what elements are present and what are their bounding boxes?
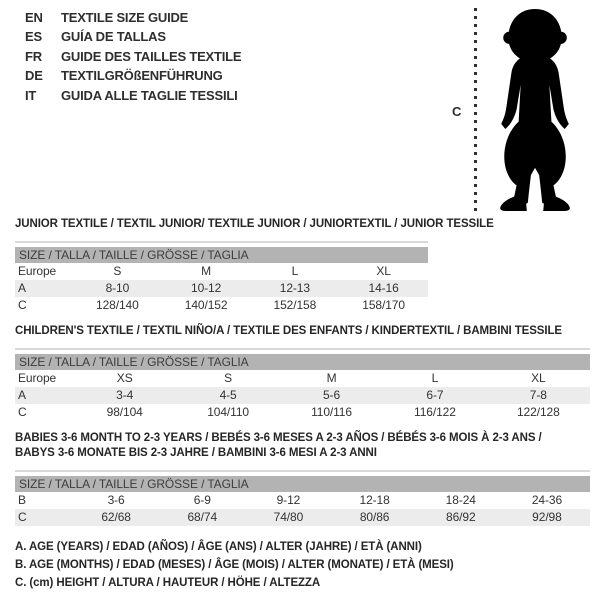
- size-value-cell: 80/86: [359, 510, 390, 524]
- size-section-junior: [15, 217, 590, 314]
- language-title: GUIDE DES TAILLES TEXTILE: [61, 48, 242, 64]
- legend-line: C. (cm) HEIGHT / ALTURA / HAUTEUR / HÖHE / ALTEZZA: [15, 577, 321, 589]
- language-title: GUIDA ALLE TAGLIE TESSILI: [61, 87, 238, 103]
- size-sections: [15, 217, 590, 526]
- table-top-rule: [15, 241, 428, 243]
- language-guide: [25, 8, 241, 105]
- size-value-cell: 4-5: [219, 388, 237, 402]
- size-value-cell: 6-9: [193, 493, 211, 507]
- row-label: Europe: [18, 371, 57, 385]
- language-title: GUÍA DE TALLAS: [61, 29, 166, 45]
- size-value-cell: L: [291, 264, 299, 278]
- row-label: Europe: [18, 264, 57, 278]
- language-row: [25, 86, 241, 105]
- size-value-cell: 104/110: [207, 405, 249, 419]
- size-value-cell: 62/68: [101, 510, 131, 524]
- size-value-cell: 14-16: [368, 281, 399, 295]
- section-heading-line: BABIES 3-6 MONTH TO 2-3 YEARS / BEBÉS 3-6 MESES A 2-3 AÑOS / BÉBÉS 3-6 MOIS À 2-3 ANS /: [15, 432, 542, 444]
- language-code: EN: [25, 10, 43, 25]
- language-title: TEXTILGRÖßENFÜHRUNG: [61, 68, 223, 84]
- language-row: [25, 8, 241, 27]
- size-value-cell: 6-7: [426, 388, 444, 402]
- size-value-cell: S: [113, 264, 122, 278]
- measurement-legend: [15, 538, 590, 592]
- table-row: [15, 370, 590, 387]
- legend-line: A. AGE (YEARS) / EDAD (AÑOS) / ÂGE (ANS) / ALTER (JAHRE) / ETÀ (ANNI): [15, 541, 422, 553]
- language-code: IT: [25, 87, 37, 103]
- table-row: [15, 404, 590, 421]
- size-value-cell: 92/98: [532, 510, 562, 524]
- size-value-cell: 68/74: [187, 510, 218, 524]
- language-title: TEXTILE SIZE GUIDE: [61, 10, 189, 25]
- table-top-rule: [15, 348, 590, 350]
- table-top-rule: [15, 470, 590, 472]
- size-value-cell: 152/158: [273, 298, 317, 312]
- size-guide-content: [15, 217, 590, 592]
- size-value-cell: 116/122: [414, 405, 456, 419]
- size-value-cell: 12-13: [279, 281, 310, 295]
- size-value-cell: 140/152: [184, 298, 228, 312]
- size-table: [15, 241, 428, 314]
- size-value-cell: M: [201, 264, 212, 278]
- size-value-cell: M: [326, 371, 337, 385]
- size-section-babies: [15, 431, 590, 526]
- size-value-cell: 3-4: [116, 388, 134, 402]
- height-measure-label: C: [452, 104, 462, 119]
- size-value-cell: 98/104: [106, 405, 143, 419]
- row-label: A: [18, 281, 26, 295]
- table-header: SIZE / TALLA / TAILLE / GRÖSSE / TAGLIA: [15, 354, 590, 370]
- height-measure-dotted-line: [474, 8, 477, 213]
- size-value-cell: 18-24: [445, 493, 476, 507]
- section-heading-line: CHILDREN'S TEXTILE / TEXTIL NIÑO/A / TEXTILE DES ENFANTS / KINDERTEXTIL / BAMBINI TESSILE: [15, 325, 562, 337]
- row-label: C: [18, 405, 27, 419]
- row-label: A: [18, 388, 26, 402]
- size-value-cell: 122/128: [516, 405, 560, 419]
- size-value-cell: 86/92: [446, 510, 476, 524]
- size-value-cell: 12-18: [359, 493, 390, 507]
- size-value-cell: XS: [116, 371, 133, 385]
- size-value-cell: 10-12: [191, 281, 222, 295]
- size-value-cell: 158/170: [362, 298, 405, 312]
- size-value-cell: 8-10: [105, 281, 130, 295]
- table-row: [15, 509, 590, 526]
- size-value-cell: L: [431, 371, 439, 385]
- row-label: C: [18, 298, 27, 312]
- size-value-cell: 128/140: [96, 298, 139, 312]
- size-value-cell: 74/80: [273, 510, 304, 524]
- table-row: [15, 492, 590, 509]
- baby-silhouette-icon: [482, 7, 586, 212]
- row-label: B: [18, 493, 26, 507]
- size-section-children: [15, 324, 590, 421]
- section-heading: [15, 431, 590, 461]
- table-header: SIZE / TALLA / TAILLE / GRÖSSE / TAGLIA: [15, 247, 428, 263]
- size-value-cell: 3-6: [107, 493, 125, 507]
- section-heading-line: JUNIOR TEXTILE / TEXTIL JUNIOR/ TEXTILE JUNIOR / JUNIORTEXTIL / JUNIOR TESSILE: [15, 218, 494, 230]
- section-heading-line: BABYS 3-6 MONATE BIS 2-3 JAHRE / BAMBINI 3-6 MESI A 2-3 ANNI: [15, 447, 377, 459]
- legend-line: B. AGE (MONTHS) / EDAD (MESES) / ÂGE (MOIS) / ALTER (MONATE) / ETÀ (MESI): [15, 559, 454, 571]
- size-value-cell: XL: [531, 371, 546, 385]
- size-value-cell: 5-6: [322, 388, 341, 402]
- size-table: [15, 470, 590, 526]
- section-heading: [15, 217, 590, 232]
- language-row: [25, 47, 241, 66]
- section-heading: [15, 324, 590, 339]
- size-value-cell: XL: [376, 264, 391, 278]
- size-value-cell: 9-12: [276, 493, 301, 507]
- language-code: ES: [25, 29, 42, 45]
- table-row: [15, 263, 428, 280]
- size-value-cell: 24-36: [531, 493, 563, 507]
- row-label: C: [18, 510, 27, 524]
- size-value-cell: S: [224, 371, 233, 385]
- size-value-cell: 7-8: [529, 388, 547, 402]
- language-code: DE: [25, 68, 43, 84]
- table-row: [15, 387, 590, 404]
- table-row: [15, 280, 428, 297]
- language-row: [25, 27, 241, 46]
- language-row: [25, 66, 241, 85]
- table-header: SIZE / TALLA / TAILLE / GRÖSSE / TAGLIA: [15, 476, 590, 492]
- size-table: [15, 348, 590, 421]
- language-code: FR: [25, 48, 42, 64]
- table-row: [15, 297, 428, 314]
- size-value-cell: 110/116: [311, 405, 352, 419]
